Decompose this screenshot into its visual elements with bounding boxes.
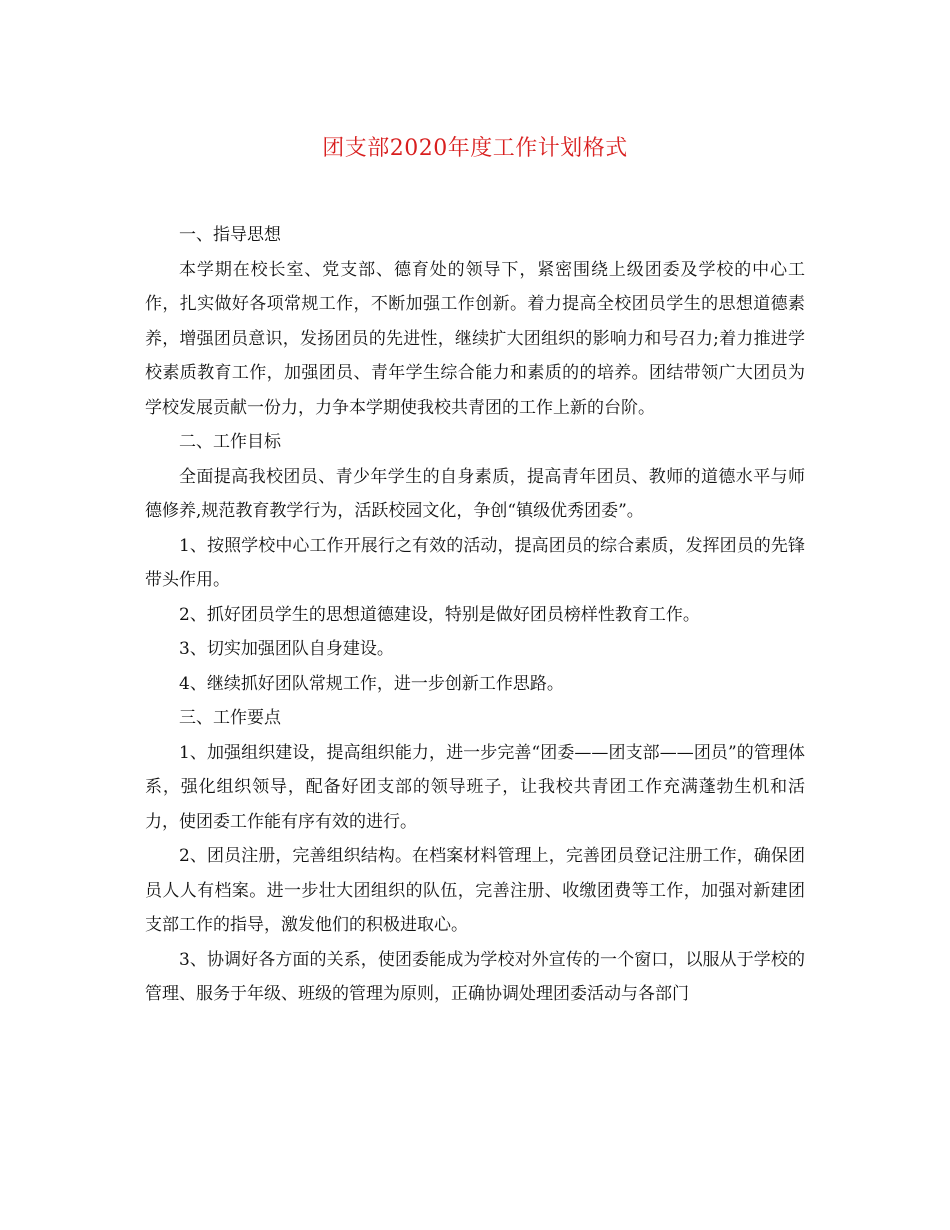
document-body xyxy=(145,218,805,1012)
list-item-goal-3: 3、切实加强团队自身建设。 xyxy=(179,639,394,659)
list-item-point-3: 3、协调好各方面的关系，使团委能成为学校对外宣传的一个窗口，以服从于学校的管理、服务于年级、班级的管理为原则，正确协调处理团委活动与各部门 xyxy=(145,949,805,1004)
list-item-point-2: 2、团员注册，完善组织结构。在档案材料管理上，完善团员登记注册工作，确保团员人人有档案。进一步壮大团组织的队伍，完善注册、收缴团费等工作，加强对新建团支部工作的指导，激发他们的积极进取心。 xyxy=(145,846,805,935)
document-title: 团支部2020年度工作计划格式 xyxy=(322,136,628,161)
section-heading-work-goals: 二、工作目标 xyxy=(179,432,281,452)
section-heading-guiding-ideology: 一、指导思想 xyxy=(179,225,281,245)
paragraph-work-goals: 全面提高我校团员、青少年学生的自身素质，提高青年团员、教师的道德水平与师德修养,规范教育教学行为，活跃校园文化，争创“镇级优秀团委”。 xyxy=(145,466,805,521)
list-item-point-1: 1、加强组织建设，提高组织能力，进一步完善“团委——团支部——团员”的管理体系，强化组织领导，配备好团支部的领导班子，让我校共青团工作充满蓬勃生机和活力，使团委工作能有序有效的进行。 xyxy=(145,742,805,832)
paragraph-guiding-ideology: 本学期在校长室、党支部、德育处的领导下，紧密围绕上级团委及学校的中心工作，扎实做好各项常规工作，不断加强工作创新。着力提高全校团员学生的思想道德素养，增强团员意识，发扬团员的先进性，继续扩大团组织的影响力和号召力;着力推进学校素质教育工作，加强团员、青年学生综合能力和素质的的培养。团结带领广大团员为学校发展贡献一份力，力争本学期使我校共青团的工作上新的台阶。 xyxy=(145,259,805,418)
list-item-goal-4: 4、继续抓好团队常规工作，进一步创新工作思路。 xyxy=(179,673,564,694)
list-item-goal-1: 1、按照学校中心工作开展行之有效的活动，提高团员的综合素质，发挥团员的先锋带头作用。 xyxy=(145,535,805,590)
section-heading-work-points: 三、工作要点 xyxy=(179,708,281,728)
list-item-goal-2: 2、抓好团员学生的思想道德建设，特别是做好团员榜样性教育工作。 xyxy=(179,604,700,625)
